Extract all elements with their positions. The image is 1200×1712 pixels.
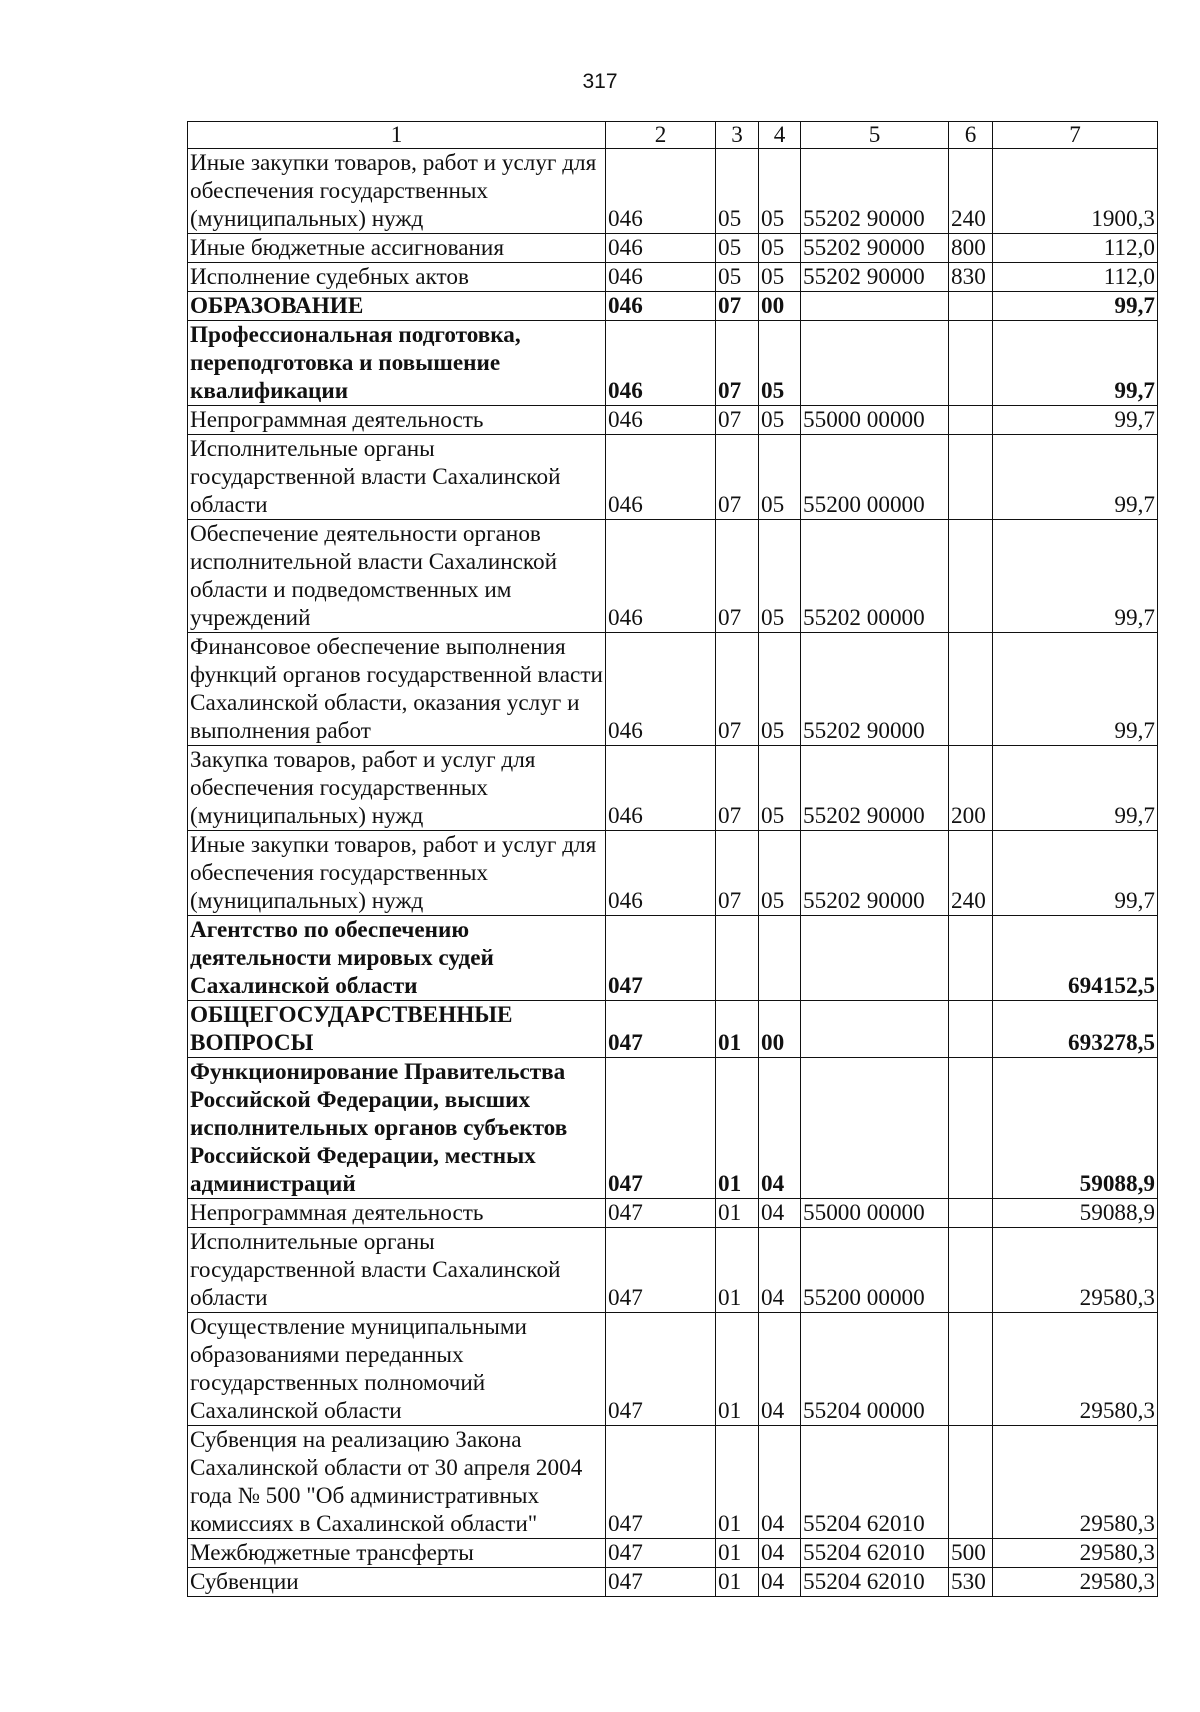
table-row bbox=[188, 435, 1158, 520]
table-row bbox=[188, 292, 1158, 321]
row-vr-cell bbox=[949, 520, 993, 633]
row-sum-cell: 1900,3 bbox=[993, 149, 1158, 234]
row-pr-cell bbox=[759, 916, 801, 1001]
row-name-cell: Иные закупки товаров, работ и услуг для обеспечения государственных (муниципальных) нужд bbox=[188, 149, 606, 234]
row-ved-cell: 047 bbox=[606, 1199, 716, 1228]
row-csr-cell: 55200 00000 bbox=[801, 435, 949, 520]
row-csr-cell: 55000 00000 bbox=[801, 1199, 949, 1228]
row-csr-cell: 55202 90000 bbox=[801, 149, 949, 234]
row-vr-cell bbox=[949, 406, 993, 435]
row-rz-cell: 01 bbox=[716, 1058, 759, 1199]
row-pr-cell: 04 bbox=[759, 1568, 801, 1597]
row-rz-cell: 05 bbox=[716, 263, 759, 292]
row-sum-cell: 59088,9 bbox=[993, 1199, 1158, 1228]
row-sum-cell: 99,7 bbox=[993, 406, 1158, 435]
row-name-cell: Профессиональная подготовка, переподготовка и повышение квалификации bbox=[188, 321, 606, 406]
row-rz-cell: 07 bbox=[716, 831, 759, 916]
row-ved-cell: 047 bbox=[606, 1568, 716, 1597]
row-rz-cell: 05 bbox=[716, 234, 759, 263]
row-vr-cell bbox=[949, 916, 993, 1001]
row-csr-cell: 55200 00000 bbox=[801, 1228, 949, 1313]
row-sum-cell: 99,7 bbox=[993, 435, 1158, 520]
row-pr-cell: 00 bbox=[759, 292, 801, 321]
row-ved-cell: 047 bbox=[606, 1058, 716, 1199]
column-header: 4 bbox=[759, 122, 801, 149]
row-pr-cell: 04 bbox=[759, 1426, 801, 1539]
row-rz-cell: 01 bbox=[716, 1568, 759, 1597]
row-name-cell: Функционирование Правительства Российской Федерации, высших исполнительных органов субъектов Российской Федерации, местных администраций bbox=[188, 1058, 606, 1199]
table-row bbox=[188, 831, 1158, 916]
row-rz-cell: 01 bbox=[716, 1426, 759, 1539]
table-row bbox=[188, 916, 1158, 1001]
table-row bbox=[188, 234, 1158, 263]
row-pr-cell: 05 bbox=[759, 746, 801, 831]
row-name-cell: Непрограммная деятельность bbox=[188, 1199, 606, 1228]
row-ved-cell: 046 bbox=[606, 746, 716, 831]
table-row bbox=[188, 1001, 1158, 1058]
row-name-cell: Исполнительные органы государственной власти Сахалинской области bbox=[188, 1228, 606, 1313]
column-header: 1 bbox=[188, 122, 606, 149]
row-ved-cell: 046 bbox=[606, 435, 716, 520]
row-csr-cell: 55204 62010 bbox=[801, 1568, 949, 1597]
row-ved-cell: 047 bbox=[606, 1539, 716, 1568]
row-pr-cell: 05 bbox=[759, 263, 801, 292]
row-rz-cell: 07 bbox=[716, 435, 759, 520]
row-csr-cell: 55202 00000 bbox=[801, 520, 949, 633]
row-ved-cell: 046 bbox=[606, 149, 716, 234]
row-name-cell: Обеспечение деятельности органов исполнительной власти Сахалинской области и подведомственных им учреждений bbox=[188, 520, 606, 633]
row-name-cell: Межбюджетные трансферты bbox=[188, 1539, 606, 1568]
row-csr-cell bbox=[801, 916, 949, 1001]
row-sum-cell: 99,7 bbox=[993, 633, 1158, 746]
table-row bbox=[188, 406, 1158, 435]
row-sum-cell: 99,7 bbox=[993, 321, 1158, 406]
row-vr-cell bbox=[949, 1058, 993, 1199]
row-ved-cell: 046 bbox=[606, 292, 716, 321]
row-vr-cell bbox=[949, 633, 993, 746]
row-csr-cell: 55000 00000 bbox=[801, 406, 949, 435]
row-pr-cell: 05 bbox=[759, 520, 801, 633]
row-name-cell: Финансовое обеспечение выполнения функций органов государственной власти Сахалинской области, оказания услуг и выполнения работ bbox=[188, 633, 606, 746]
row-ved-cell: 047 bbox=[606, 1228, 716, 1313]
row-csr-cell: 55202 90000 bbox=[801, 633, 949, 746]
row-vr-cell bbox=[949, 1426, 993, 1539]
row-sum-cell: 29580,3 bbox=[993, 1228, 1158, 1313]
row-pr-cell: 00 bbox=[759, 1001, 801, 1058]
row-vr-cell: 800 bbox=[949, 234, 993, 263]
row-sum-cell: 29580,3 bbox=[993, 1313, 1158, 1426]
row-ved-cell: 046 bbox=[606, 321, 716, 406]
table-row bbox=[188, 1426, 1158, 1539]
row-vr-cell bbox=[949, 292, 993, 321]
row-vr-cell bbox=[949, 1001, 993, 1058]
row-sum-cell: 29580,3 bbox=[993, 1568, 1158, 1597]
row-name-cell: Иные закупки товаров, работ и услуг для обеспечения государственных (муниципальных) нужд bbox=[188, 831, 606, 916]
row-sum-cell: 99,7 bbox=[993, 520, 1158, 633]
row-sum-cell: 99,7 bbox=[993, 292, 1158, 321]
row-rz-cell: 01 bbox=[716, 1199, 759, 1228]
row-csr-cell bbox=[801, 292, 949, 321]
row-vr-cell: 530 bbox=[949, 1568, 993, 1597]
row-csr-cell bbox=[801, 1058, 949, 1199]
row-rz-cell: 07 bbox=[716, 406, 759, 435]
row-rz-cell: 05 bbox=[716, 149, 759, 234]
row-name-cell: Непрограммная деятельность bbox=[188, 406, 606, 435]
row-name-cell: Осуществление муниципальными образованиями переданных государственных полномочий Сахалинской области bbox=[188, 1313, 606, 1426]
row-rz-cell bbox=[716, 916, 759, 1001]
row-name-cell: Субвенции bbox=[188, 1568, 606, 1597]
table-row bbox=[188, 263, 1158, 292]
row-vr-cell bbox=[949, 1199, 993, 1228]
row-csr-cell: 55202 90000 bbox=[801, 831, 949, 916]
table-row bbox=[188, 1228, 1158, 1313]
column-header: 2 bbox=[606, 122, 716, 149]
page-number: 317 bbox=[582, 70, 618, 93]
row-pr-cell: 05 bbox=[759, 435, 801, 520]
row-pr-cell: 04 bbox=[759, 1539, 801, 1568]
table-body bbox=[188, 122, 1158, 1597]
row-vr-cell bbox=[949, 1228, 993, 1313]
row-ved-cell: 047 bbox=[606, 1426, 716, 1539]
row-name-cell: Иные бюджетные ассигнования bbox=[188, 234, 606, 263]
row-sum-cell: 112,0 bbox=[993, 234, 1158, 263]
row-pr-cell: 05 bbox=[759, 234, 801, 263]
table-header-row bbox=[188, 122, 1158, 149]
row-csr-cell: 55202 90000 bbox=[801, 234, 949, 263]
table-row bbox=[188, 1313, 1158, 1426]
row-name-cell: Исполнительные органы государственной власти Сахалинской области bbox=[188, 435, 606, 520]
table-row bbox=[188, 1058, 1158, 1199]
row-csr-cell bbox=[801, 1001, 949, 1058]
table-row bbox=[188, 1568, 1158, 1597]
row-vr-cell: 240 bbox=[949, 149, 993, 234]
row-ved-cell: 046 bbox=[606, 633, 716, 746]
row-rz-cell: 07 bbox=[716, 746, 759, 831]
column-header: 7 bbox=[993, 122, 1158, 149]
row-rz-cell: 07 bbox=[716, 520, 759, 633]
row-pr-cell: 04 bbox=[759, 1058, 801, 1199]
row-csr-cell: 55204 62010 bbox=[801, 1426, 949, 1539]
row-pr-cell: 04 bbox=[759, 1228, 801, 1313]
row-pr-cell: 04 bbox=[759, 1313, 801, 1426]
row-csr-cell bbox=[801, 321, 949, 406]
table-row bbox=[188, 321, 1158, 406]
row-sum-cell: 694152,5 bbox=[993, 916, 1158, 1001]
row-vr-cell bbox=[949, 1313, 993, 1426]
row-rz-cell: 07 bbox=[716, 633, 759, 746]
row-sum-cell: 29580,3 bbox=[993, 1426, 1158, 1539]
row-pr-cell: 05 bbox=[759, 831, 801, 916]
row-rz-cell: 01 bbox=[716, 1228, 759, 1313]
table-row bbox=[188, 520, 1158, 633]
row-ved-cell: 047 bbox=[606, 1001, 716, 1058]
row-ved-cell: 046 bbox=[606, 263, 716, 292]
row-name-cell: Исполнение судебных актов bbox=[188, 263, 606, 292]
row-rz-cell: 07 bbox=[716, 292, 759, 321]
column-header: 5 bbox=[801, 122, 949, 149]
row-vr-cell: 500 bbox=[949, 1539, 993, 1568]
budget-table bbox=[187, 121, 1158, 1597]
row-name-cell: Субвенция на реализацию Закона Сахалинской области от 30 апреля 2004 года № 500 "Об административных комиссиях в Сахалинской области" bbox=[188, 1426, 606, 1539]
row-sum-cell: 112,0 bbox=[993, 263, 1158, 292]
row-sum-cell: 99,7 bbox=[993, 746, 1158, 831]
column-header: 6 bbox=[949, 122, 993, 149]
row-vr-cell bbox=[949, 321, 993, 406]
row-pr-cell: 05 bbox=[759, 406, 801, 435]
row-sum-cell: 693278,5 bbox=[993, 1001, 1158, 1058]
row-name-cell: ОБЩЕГОСУДАРСТВЕННЫЕ ВОПРОСЫ bbox=[188, 1001, 606, 1058]
row-csr-cell: 55202 90000 bbox=[801, 746, 949, 831]
row-vr-cell: 200 bbox=[949, 746, 993, 831]
row-rz-cell: 07 bbox=[716, 321, 759, 406]
row-pr-cell: 04 bbox=[759, 1199, 801, 1228]
row-csr-cell: 55204 62010 bbox=[801, 1539, 949, 1568]
row-vr-cell bbox=[949, 435, 993, 520]
row-name-cell: Закупка товаров, работ и услуг для обеспечения государственных (муниципальных) нужд bbox=[188, 746, 606, 831]
row-ved-cell: 047 bbox=[606, 916, 716, 1001]
row-csr-cell: 55202 90000 bbox=[801, 263, 949, 292]
row-vr-cell: 830 bbox=[949, 263, 993, 292]
table-row bbox=[188, 1199, 1158, 1228]
table-row bbox=[188, 1539, 1158, 1568]
table-row bbox=[188, 746, 1158, 831]
row-ved-cell: 046 bbox=[606, 831, 716, 916]
row-ved-cell: 046 bbox=[606, 234, 716, 263]
row-ved-cell: 046 bbox=[606, 406, 716, 435]
row-pr-cell: 05 bbox=[759, 633, 801, 746]
row-sum-cell: 99,7 bbox=[993, 831, 1158, 916]
row-ved-cell: 047 bbox=[606, 1313, 716, 1426]
row-sum-cell: 59088,9 bbox=[993, 1058, 1158, 1199]
row-vr-cell: 240 bbox=[949, 831, 993, 916]
row-rz-cell: 01 bbox=[716, 1313, 759, 1426]
table-row bbox=[188, 149, 1158, 234]
row-pr-cell: 05 bbox=[759, 321, 801, 406]
table-row bbox=[188, 633, 1158, 746]
row-sum-cell: 29580,3 bbox=[993, 1539, 1158, 1568]
row-pr-cell: 05 bbox=[759, 149, 801, 234]
row-rz-cell: 01 bbox=[716, 1001, 759, 1058]
row-ved-cell: 046 bbox=[606, 520, 716, 633]
row-name-cell: Агентство по обеспечению деятельности мировых судей Сахалинской области bbox=[188, 916, 606, 1001]
row-rz-cell: 01 bbox=[716, 1539, 759, 1568]
row-csr-cell: 55204 00000 bbox=[801, 1313, 949, 1426]
row-name-cell: ОБРАЗОВАНИЕ bbox=[188, 292, 606, 321]
column-header: 3 bbox=[716, 122, 759, 149]
